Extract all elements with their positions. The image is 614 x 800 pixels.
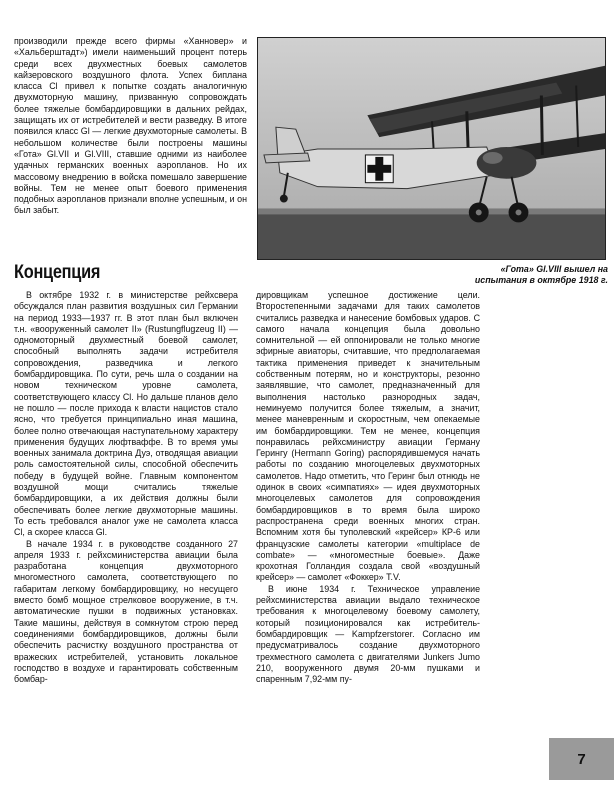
aircraft-photo [257, 37, 606, 260]
text-column-2 [256, 290, 480, 685]
paragraph: В июне 1934 г. Техническое управление рейхсминистерства авиации выдало техническое требования к многоцелевому боевому самолету, который позиционировался как истребитель-бомбардировщик — Kampfzerstorer. Согласно им предусматривалось создание двухмоторного трехместного самолета с двигателями Junkers Jumo 210, вооруженного двумя 20-мм пушками и спаренным 7,92-мм пу- [256, 583, 480, 685]
paragraph: В октябре 1932 г. в министерстве рейхсвера обсуждался план развития воздушных сил Германии на период 1933—1937 гг. В этот план был включен т.н. «вооруженный самолет II» (Rustungflugzeug II) — одномоторный двухместный боевой самолет, способный выполнять задачи истребителя сопровождения, разведчика и легкого бомбардировщика. По сути, речь шла о создании на новом техническом уровне самолета, соответствующего классу Cl. Но дальше планов дело не пошло — после прихода к власти нацистов стало ясно, что требуется принципиально иная машина, более полно отвечающая наступательному характеру применения будущих люфтваффе. В то время умы военных занимала доктрина Дуэ, отводящая авиации роль самостоятельной силы, способной обеспечить победу в будущей войне. Главным компонентом воздушной мощи считались тяжелые бомбардировщики, а их действия должны были обеспечивать более легкие двухмоторные машины. То есть требовался аналог уже не самолета класса Cl, а скорее класса Gl. [14, 290, 238, 538]
engine-nacelle [477, 147, 537, 179]
ground [258, 211, 605, 259]
section-heading: Концепция [14, 262, 101, 283]
page-number: 7 [549, 738, 614, 780]
biplane-image [258, 38, 605, 259]
paragraph: дировщикам успешное достижение цели. Второстепенными задачами для таких самолетов считались разведка и нанесение бомбовых ударов. С самого начала концепция была довольно сомнительной — ей оппонировали не только многие эфирные авиаторы, считавшие, что предполагаемая тактика применения приведет к значительным собственным потерям, но и конструкторы, резонно заявлявшие, что самолет, предназначенный для выполнения настолько разнородных задач, неминуемо получится более тяжелым, а значит, менее маневренным и скоростным, чем опекаемые им бомбардировщики. Тем не менее, концепция понравилась рейхсминистру авиации Герману Герингу (Hermann Goring) распорядившемуся начать работы по созданию многоцелевых двухмоторных самолетов. Надо отметить, что Геринг был отнюдь не одинок в своих «симпатиях» — идея двухмоторных многоцелевых самолетов для сопровождения бомбардировщиков в то время была широко распространена среди военных многих стран. Вспомним хотя бы туполевский «крейсер» КР-6 или французские самолеты категории «multiplace de combate» — «многоместные боевые». Даже крохотная Голландия создала свой «воздушный крейсер» — самолет «Фоккер» T.V. [256, 290, 480, 583]
cross-marking [365, 155, 393, 183]
paragraph: В начале 1934 г. в руководстве созданного 27 апреля 1933 г. рейхсминистерства авиации была разработана концепция двухмоторного многоместного самолета, соответствующего по габаритам легкому бомбардировщику, но несущего вместо бомб мощное стрелковое вооружение, в т.ч. автоматические пушки в подвижных установках. Такие машины, действуя в сомкнутом строю перед соединениями бомбардировщиков, должны были обеспечить расчистку воздушного пространства от вражеских истребителей, установить локальное господство в воздухе и гарантировать собственным бомбар- [14, 538, 238, 685]
photo-caption: «Гота» Gl.VIII вышел на испытания в октябре 1918 г. [474, 264, 608, 285]
text-column-1 [14, 290, 238, 685]
intro-text: производили прежде всего фирмы «Ханновер» и «Хальберштадт») имели наименьший процент потерь среди всех двухместных боевых самолетов кайзеровского воздушного флота. Успех биплана класса Cl привел к попытке создать аналогичную двухмоторную машину, призванную сопровождать более тяжелые бомбардировщики в дальних рейдах, защищать их от истребителей и вести разведку. В итоге появился класс Gl — легкие двухмоторные самолеты. В небольшом количестве были построены машины «Гота» Gl.VII и Gl.VIII, ставшие одними из наиболее удачных германских военных аэропланов. Но их массовому внедрению в войска помешало завершение войны. Тем не менее опыт боевого применения подобных аэропланов признали вполне успешным, и он был забыт. [14, 36, 247, 216]
